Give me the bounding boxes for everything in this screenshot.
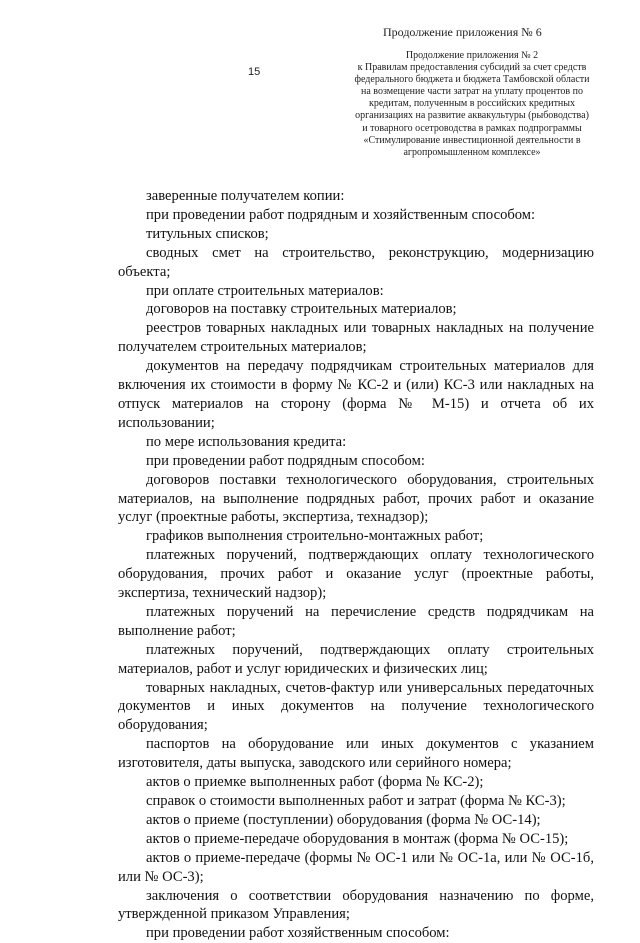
annex-line: агропромышленном комплексе» (403, 146, 541, 158)
paragraph: договоров на поставку строительных материалов; (146, 301, 457, 318)
annex-line: к Правилам предоставления субсидий за счет средств (357, 62, 587, 74)
paragraph: по мере использования кредита: (146, 433, 347, 450)
paragraph: актов о приеме-передаче (формы № ОС-1 или № ОС-1а, или № ОС-1б, или № ОС-3); (118, 849, 594, 885)
paragraph: паспортов на оборудование или иных документов с указанием изготовителя, даты выпуска, заводского или серийного номера; (118, 736, 594, 772)
paragraph: заверенные получателем копии: (146, 188, 345, 204)
paragraph: при проведении работ хозяйственным способом: (146, 925, 450, 942)
paragraph: справок о стоимости выполненных работ и затрат (форма № КС-3); (146, 793, 566, 809)
annex-line: организациях на развитие аквакультуры (рыбоводства) (355, 110, 589, 122)
paragraph: договоров поставки технологического оборудования, строительных материалов, на выполнение подрядных работ, прочих работ и оказание услуг (проектные работы, экспертиза, технадзор); (118, 471, 594, 526)
paragraph: платежных поручений на перечисление средств подрядчикам на выполнение работ; (118, 603, 594, 639)
paragraph: платежных поручений, подтверждающих оплату технологического оборудования, прочих работ и оказание услуг (проектные работы, экспертиза, технический надзор); (118, 547, 594, 602)
paragraph: сводных смет на строительство, реконструкцию, модернизацию объекта; (118, 244, 594, 280)
paragraph: при оплате строительных материалов: (146, 282, 384, 299)
annex-line: «Стимулирование инвестиционной деятельности в (363, 134, 581, 146)
paragraph: актов о приеме-передаче оборудования в монтаж (форма № ОС-15); (146, 830, 569, 847)
annex-line: Продолжение приложения № 2 (405, 50, 539, 61)
paragraph: актов о приемке выполненных работ (форма № КС-2); (146, 774, 484, 791)
document-body (118, 187, 594, 943)
paragraph: актов о приеме (поступлении) оборудования (форма № ОС-14); (146, 811, 541, 828)
paragraph: товарных накладных, счетов-фактур или универсальных передаточных документов и иных документов на получение технологического оборудования; (118, 679, 594, 734)
paragraph: при проведении работ подрядным способом: (146, 452, 425, 469)
paragraph: платежных поручений, подтверждающих оплату строительных материалов, работ и услуг юридических и физических лиц; (118, 641, 594, 677)
paragraph: реестров товарных накладных или товарных накладных на получение получателем строительных материалов; (118, 320, 594, 356)
paragraph: графиков выполнения строительно-монтажных работ; (146, 528, 484, 545)
annex-line: на возмещение части затрат на уплату процентов по (361, 86, 583, 98)
annex-line: и товарного осетроводства в рамках подпрограммы (362, 122, 582, 134)
paragraph: титульных списков; (146, 225, 269, 242)
paragraph: заключения о соответствии оборудования назначению по форме, утвержденной приказом Управления; (118, 887, 594, 923)
page-number: 15 (248, 66, 261, 78)
paragraph: документов на передачу подрядчикам строительных материалов для включения их стоимости в форму № КС-2 и (или) КС-3 или накладных на отпуск материалов на сторону (форма № М-15) и отчета об их использовании; (118, 358, 594, 431)
annex-continuation-heading: Продолжение приложения № 6 (383, 25, 542, 39)
paragraph: при проведении работ подрядным и хозяйственным способом: (146, 206, 536, 223)
annex-reference-block (327, 50, 617, 159)
annex-line: федерального бюджета и бюджета Тамбовской области (354, 74, 590, 86)
annex-line: кредитам, полученным в российских кредитных (368, 98, 576, 110)
